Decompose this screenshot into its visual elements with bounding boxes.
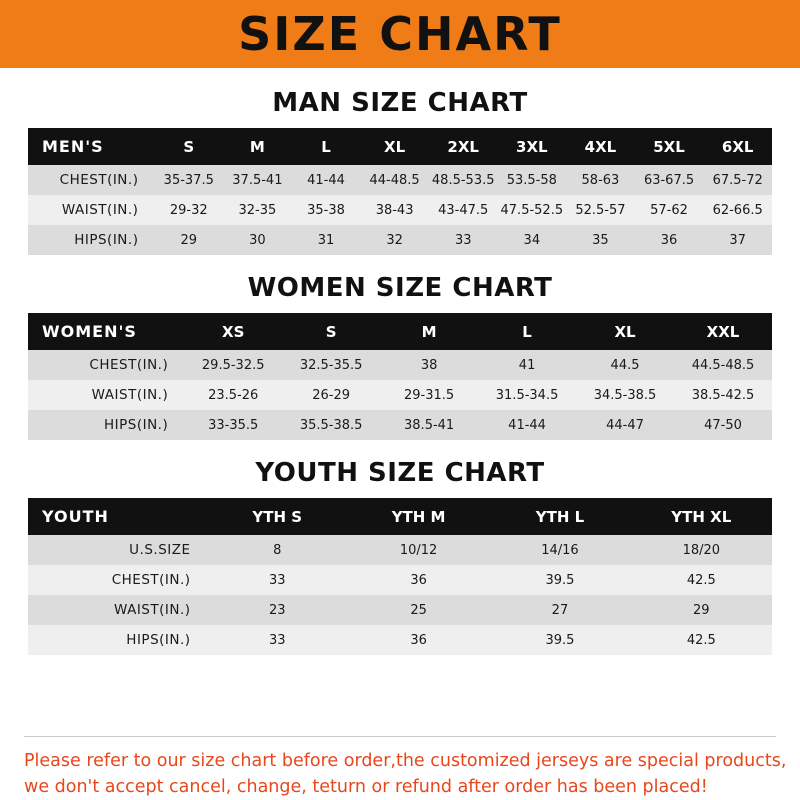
cell: 36 (348, 565, 489, 595)
cell: 37.5-41 (223, 165, 292, 195)
table-row (28, 565, 772, 595)
column-header: XL (360, 128, 429, 165)
column-header: MEN'S (28, 128, 154, 165)
cell: 35-37.5 (154, 165, 223, 195)
column-header: YOUTH (28, 498, 207, 535)
cell: 42.5 (631, 565, 772, 595)
column-header: XL (576, 313, 674, 350)
cell: 57-62 (635, 195, 704, 225)
cell: 34.5-38.5 (576, 380, 674, 410)
cell: 38-43 (360, 195, 429, 225)
section-title-women: WOMEN SIZE CHART (247, 273, 553, 303)
youth-size-table (28, 498, 772, 655)
cell: 33 (207, 625, 348, 655)
cell: 33-35.5 (184, 410, 282, 440)
table-header-row (28, 313, 772, 350)
row-label: HIPS(IN.) (28, 410, 184, 440)
charts-content (0, 68, 800, 720)
cell: 36 (635, 225, 704, 255)
column-header: 2XL (429, 128, 498, 165)
cell: 36 (348, 625, 489, 655)
table-row (28, 535, 772, 565)
column-header: S (154, 128, 223, 165)
cell: 42.5 (631, 625, 772, 655)
column-header: YTH XL (631, 498, 772, 535)
policy-note (24, 736, 787, 800)
cell: 44-47 (576, 410, 674, 440)
cell: 39.5 (489, 625, 630, 655)
cell: 67.5-72 (703, 165, 772, 195)
cell: 62-66.5 (703, 195, 772, 225)
column-header: WOMEN'S (28, 313, 184, 350)
row-label: HIPS(IN.) (28, 625, 207, 655)
table-row (28, 195, 772, 225)
cell: 29-32 (154, 195, 223, 225)
table-row (28, 380, 772, 410)
cell: 41-44 (292, 165, 361, 195)
cell: 44-48.5 (360, 165, 429, 195)
cell: 48.5-53.5 (429, 165, 498, 195)
cell: 35-38 (292, 195, 361, 225)
cell: 38.5-42.5 (674, 380, 772, 410)
row-label: WAIST(IN.) (28, 380, 184, 410)
column-header: YTH S (207, 498, 348, 535)
row-label: HIPS(IN.) (28, 225, 154, 255)
women-size-table (28, 313, 772, 440)
cell: 29.5-32.5 (184, 350, 282, 380)
table-row (28, 595, 772, 625)
cell: 29 (631, 595, 772, 625)
column-header: 5XL (635, 128, 704, 165)
cell: 25 (348, 595, 489, 625)
table-row (28, 410, 772, 440)
column-header: YTH L (489, 498, 630, 535)
column-header: S (282, 313, 380, 350)
cell: 38.5-41 (380, 410, 478, 440)
cell: 33 (207, 565, 348, 595)
cell: 27 (489, 595, 630, 625)
table-header-row (28, 498, 772, 535)
cell: 29-31.5 (380, 380, 478, 410)
table-row (28, 225, 772, 255)
column-header: L (292, 128, 361, 165)
cell: 41 (478, 350, 576, 380)
column-header: XS (184, 313, 282, 350)
cell: 53.5-58 (498, 165, 567, 195)
cell: 30 (223, 225, 292, 255)
cell: 44.5-48.5 (674, 350, 772, 380)
man-size-table (28, 128, 772, 255)
policy-note-line-1: Please refer to our size chart before order,the customized jerseys are special products, (24, 751, 787, 772)
table-row (28, 350, 772, 380)
row-label: WAIST(IN.) (28, 595, 207, 625)
header-banner (0, 0, 800, 68)
column-header: 6XL (703, 128, 772, 165)
column-header: L (478, 313, 576, 350)
cell: 35.5-38.5 (282, 410, 380, 440)
column-header: M (223, 128, 292, 165)
cell: 41-44 (478, 410, 576, 440)
cell: 38 (380, 350, 478, 380)
row-label: CHEST(IN.) (28, 565, 207, 595)
cell: 44.5 (576, 350, 674, 380)
cell: 32-35 (223, 195, 292, 225)
cell: 43-47.5 (429, 195, 498, 225)
cell: 31 (292, 225, 361, 255)
column-header: 4XL (566, 128, 635, 165)
cell: 14/16 (489, 535, 630, 565)
table-row (28, 625, 772, 655)
cell: 33 (429, 225, 498, 255)
section-title-youth: YOUTH SIZE CHART (255, 458, 545, 488)
cell: 34 (498, 225, 567, 255)
row-label: U.S.SIZE (28, 535, 207, 565)
table-row (28, 165, 772, 195)
page-title: SIZE CHART (238, 7, 562, 61)
cell: 29 (154, 225, 223, 255)
cell: 39.5 (489, 565, 630, 595)
policy-note-line-2: we don't accept cancel, change, teturn or refund after order has been placed! (24, 776, 708, 797)
column-header: 3XL (498, 128, 567, 165)
section-title-man: MAN SIZE CHART (272, 88, 528, 118)
cell: 23 (207, 595, 348, 625)
cell: 18/20 (631, 535, 772, 565)
cell: 26-29 (282, 380, 380, 410)
cell: 32 (360, 225, 429, 255)
cell: 32.5-35.5 (282, 350, 380, 380)
cell: 10/12 (348, 535, 489, 565)
row-label: WAIST(IN.) (28, 195, 154, 225)
cell: 37 (703, 225, 772, 255)
cell: 31.5-34.5 (478, 380, 576, 410)
column-header: M (380, 313, 478, 350)
row-label: CHEST(IN.) (28, 165, 154, 195)
cell: 47.5-52.5 (498, 195, 567, 225)
row-label: CHEST(IN.) (28, 350, 184, 380)
cell: 47-50 (674, 410, 772, 440)
cell: 63-67.5 (635, 165, 704, 195)
cell: 52.5-57 (566, 195, 635, 225)
cell: 8 (207, 535, 348, 565)
cell: 35 (566, 225, 635, 255)
cell: 58-63 (566, 165, 635, 195)
column-header: YTH M (348, 498, 489, 535)
table-header-row (28, 128, 772, 165)
cell: 23.5-26 (184, 380, 282, 410)
column-header: XXL (674, 313, 772, 350)
